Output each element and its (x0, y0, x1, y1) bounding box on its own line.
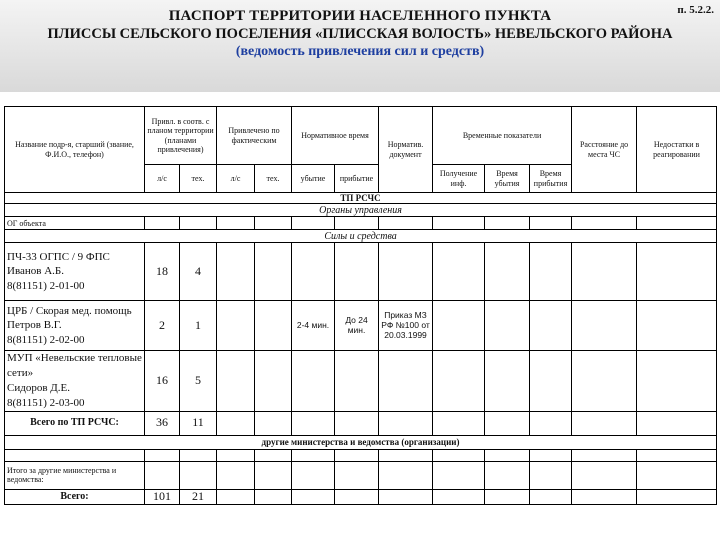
col-depart-time: Время убытия (485, 165, 530, 193)
plan-tech-value: 1 (180, 301, 217, 351)
col-shortcomings: Недостатки в реагировании (637, 107, 717, 193)
col-norm-time: Нормативное время (292, 107, 379, 165)
section-other-row (5, 435, 717, 449)
col-plan: Привл. в соотв. с планом территории (планами привлечения) (145, 107, 217, 165)
header-row-1 (5, 107, 717, 165)
plan-tech-value: 4 (180, 243, 217, 301)
unit-name: МУП «Невельские тепловые сети» (7, 352, 142, 380)
unit-phone: 8(81151) 2-03-00 (7, 396, 85, 409)
col-name: Название подр-я, старший (звание, Ф.И.О., телефон) (5, 107, 145, 193)
forces-table (4, 106, 717, 505)
total-tp-tech: 11 (180, 411, 217, 435)
section-tp-row (5, 193, 717, 204)
total-tp-row (5, 411, 717, 435)
table-row (5, 301, 717, 351)
total-all-label: Всего: (5, 489, 145, 504)
table-row (5, 243, 717, 301)
total-all-row (5, 489, 717, 504)
total-all-pc: 101 (145, 489, 180, 504)
depart-value: 2-4 мин. (292, 301, 335, 351)
plan-pc-value: 16 (145, 351, 180, 411)
section-forces: Силы и средства (5, 230, 717, 243)
title-line-1: ПАСПОРТ ТЕРРИТОРИИ НАСЕЛЕННОГО ПУНКТА (168, 8, 552, 24)
norm-doc-value: Приказ МЗ РФ №100 от 20.03.1999 (379, 301, 433, 351)
unit-cell (5, 243, 145, 301)
section-control: Органы управления (5, 204, 717, 217)
total-other-label: Итого за другие министерства и ведомства: (5, 461, 145, 489)
plan-pc-value: 18 (145, 243, 180, 301)
total-tp-pc: 36 (145, 411, 180, 435)
section-other: другие министерства и ведомства (организации) (5, 435, 717, 449)
unit-person: Сидоров Д.Е. (7, 382, 70, 395)
col-distance: Расстояние до места ЧС (572, 107, 637, 193)
section-control-row (5, 204, 717, 217)
total-tp-label: Всего по ТП РСЧС: (5, 411, 145, 435)
unit-name: ЦРБ / Скорая мед. помощь (7, 304, 132, 317)
col-plan-pc: л/с (145, 165, 180, 193)
total-other-row (5, 461, 717, 489)
col-info: Получение инф. (433, 165, 485, 193)
total-all-tech: 21 (180, 489, 217, 504)
plan-pc-value: 2 (145, 301, 180, 351)
table-row (5, 351, 717, 411)
col-fact: Привлечено по фактическим (217, 107, 292, 165)
section-forces-row (5, 230, 717, 243)
unit-cell (5, 351, 145, 411)
page-number: п. 5.2.2. (677, 4, 714, 16)
arrive-value: До 24 мин. (335, 301, 379, 351)
unit-cell (5, 301, 145, 351)
unit-phone: 8(81151) 2-01-00 (7, 280, 85, 293)
forces-table-sheet (4, 106, 716, 526)
col-norm-doc: Норматив. документ (379, 107, 433, 193)
unit-phone: 8(81151) 2-02-00 (7, 334, 85, 347)
facility-row (5, 217, 717, 230)
title-subtitle: (ведомость привлечения сил и средств) (235, 44, 485, 59)
spacer (0, 92, 720, 106)
col-fact-tech: тех. (255, 165, 292, 193)
plan-tech-value: 5 (180, 351, 217, 411)
section-tp: ТП РСЧС (5, 193, 717, 204)
col-arrive-time: Время прибытия (530, 165, 572, 193)
col-time-indicators: Временные показатели (433, 107, 572, 165)
col-plan-tech: тех. (180, 165, 217, 193)
facility-label: ОГ объекта (5, 217, 145, 230)
header-banner (0, 0, 720, 92)
spacer-row (5, 449, 717, 461)
unit-name: ПЧ-33 ОГПС / 9 ФПС (7, 250, 110, 263)
unit-person: Иванов А.Б. (7, 265, 64, 278)
col-arrive: прибытие (335, 165, 379, 193)
col-depart: убытие (292, 165, 335, 193)
title-line-2: ПЛИССЫ СЕЛЬСКОГО ПОСЕЛЕНИЯ «ПЛИССКАЯ ВОЛОСТЬ» НЕВЕЛЬСКОГО РАЙОНА (47, 26, 673, 42)
unit-person: Петров В.Г. (7, 319, 62, 332)
col-fact-pc: л/с (217, 165, 255, 193)
